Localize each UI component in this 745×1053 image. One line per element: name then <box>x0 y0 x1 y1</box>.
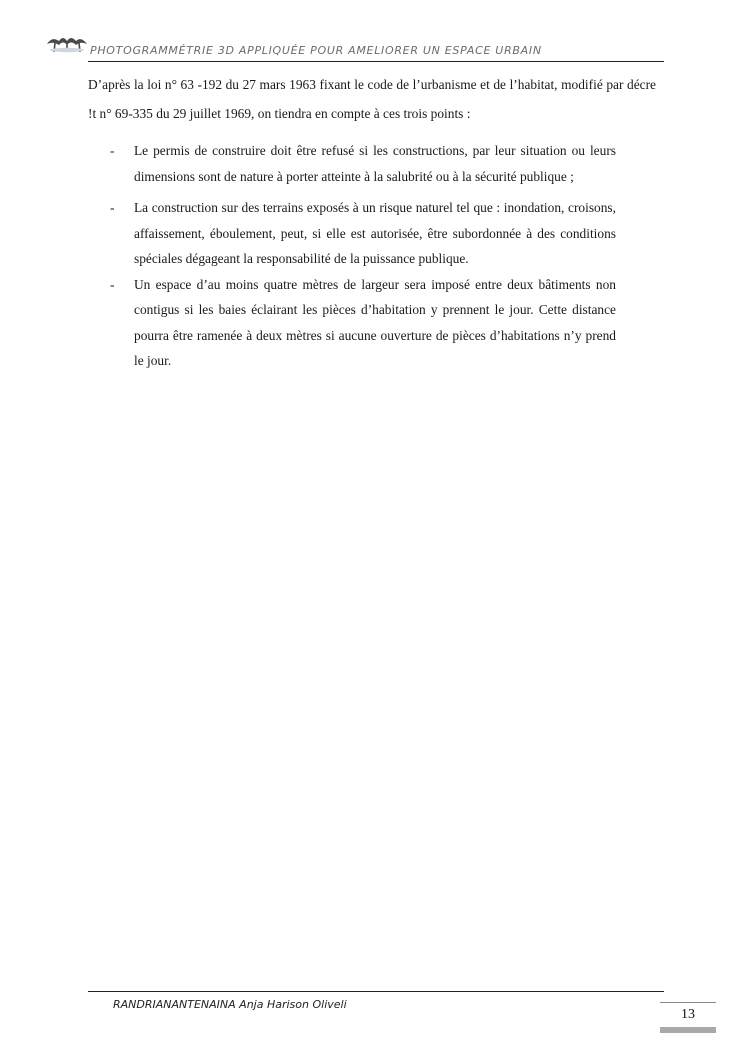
page-number-box <box>660 1002 716 1033</box>
intro-paragraph: D’après la loi n° 63 -192 du 27 mars 1963 fixant le code de l’urbanisme et de l’habitat, modifié par décre !t n° 69-335 du 29 juillet 1969, on tiendra en compte à ces trois points : <box>88 77 656 121</box>
list-item-text: Le permis de construire doit être refusé si les constructions, par leur situation ou leurs dimensions sont de nature à porter atteinte à la salubrité ou à la sécurité publique ; <box>134 143 616 184</box>
bullet-dash: - <box>110 143 115 158</box>
legal-points-list <box>110 138 616 380</box>
list-item-text: La construction sur des terrains exposés à un risque naturel tel que : inondation, croisons, affaissement, éboulement, peut, si elle est autorisée, être subordonnée à des conditions spéciales dégageant la responsabilité de la puissance publique. <box>134 200 616 266</box>
list-item <box>110 272 616 374</box>
birds-logo-icon <box>46 32 88 54</box>
header-divider <box>88 61 664 62</box>
bullet-dash: - <box>110 200 115 215</box>
list-item <box>110 195 616 272</box>
footer-author: RANDRIANANTENAINA Anja Harison Oliveli <box>113 998 347 1011</box>
page-number-bar <box>660 1027 716 1033</box>
list-item-text: Un espace d’au moins quatre mètres de largeur sera imposé entre deux bâtiments non contigus si les baies éclairant les pièces d’habitation y prennent le jour. Cette distance pourra être ramenée à deux mètres si aucune ouverture de pièces d’habitations n’y prend le jour. <box>134 276 616 368</box>
header-title: PHOTOGRAMMÉTRIE 3D APPLIQUÉE POUR AMELIORER UN ESPACE URBAIN <box>90 44 542 57</box>
footer-divider <box>88 991 664 992</box>
page-number: 13 <box>681 1007 695 1022</box>
bullet-dash: - <box>110 276 115 292</box>
list-item <box>110 138 616 189</box>
